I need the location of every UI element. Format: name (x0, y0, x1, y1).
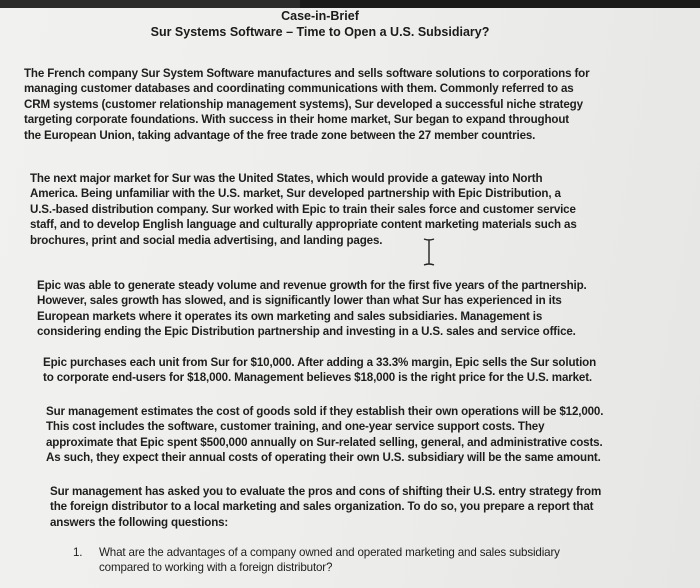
paragraph-epic-growth (37, 278, 587, 340)
text-line: America. Being unfamiliar with the U.S. market, Sur developed partnership with Epic Distribution, a (30, 187, 561, 201)
case-title: Sur Systems Software – Time to Open a U.S. Subsidiary? (150, 25, 490, 39)
text-line: approximate that Epic spent $500,000 annually on Sur-related selling, general, and administrative costs. (46, 435, 603, 449)
paragraph-costs (46, 404, 603, 466)
question-number: 1. (73, 546, 83, 559)
text-line: U.S.-based distribution company. Sur worked with Epic to train their sales force and customer service (30, 202, 576, 216)
text-line: compared to working with a foreign distributor? (99, 561, 333, 575)
text-line: to corporate end-users for $18,000. Management believes $18,000 is the right price for the U.S. market. (43, 371, 592, 385)
text-line: brochures, print and social media advertising, and landing pages. (30, 233, 383, 247)
text-line: Sur management has asked you to evaluate the pros and cons of shifting their U.S. entry strategy from (50, 485, 602, 498)
ibeam-text-cursor-icon (422, 238, 436, 266)
paragraph-company-intro (24, 66, 589, 143)
case-label: Case-in-Brief (281, 9, 359, 23)
text-line: Epic purchases each unit from Sur for $10,000. After adding a 33.3% margin, Epic sells the Sur solution (43, 356, 597, 369)
text-line: This cost includes the software, customer training, and one-year service support costs. They (46, 420, 545, 434)
question-text (99, 545, 560, 576)
text-line: What are the advantages of a company owned and operated marketing and sales subsidiary (99, 546, 560, 559)
text-line: staff, and to develop English language and culturally appropriate content marketing materials such as (30, 218, 577, 232)
text-line: the foreign distributor to a local marketing and sales organization. To do so, you prepare a report that (50, 500, 594, 514)
text-line: The next major market for Sur was the United States, which would provide a gateway into North (30, 172, 543, 185)
text-line: The French company Sur System Software manufactures and sells software solutions to corporations for (24, 67, 590, 80)
text-line: answers the following questions: (50, 515, 229, 529)
text-line: However, sales growth has slowed, and is significantly lower than what Sur has experienced in its (37, 294, 562, 308)
text-line: Epic was able to generate steady volume and revenue growth for the first five years of the partnership. (37, 279, 587, 292)
text-line: As such, they expect their annual costs of operating their own U.S. subsidiary will be the same amount. (46, 451, 601, 465)
text-line: Sur management estimates the cost of goods sold if they establish their own operations will be $12,000. (46, 405, 604, 418)
text-line: considering ending the Epic Distribution partnership and investing in a U.S. sales and service office. (37, 325, 576, 339)
paragraph-assignment (50, 484, 601, 530)
text-line: managing customer databases and coordinating communications with them. Commonly referred to as (24, 82, 574, 96)
text-line: European markets where it operates its own marketing and sales subsidiaries. Management is (37, 309, 543, 323)
text-line: the European Union, taking advantage of the free trade zone between the 27 member countries. (24, 128, 536, 142)
text-line: targeting corporate foundations. With success in their home market, Sur began to expand throughout (24, 113, 569, 127)
paragraph-pricing (43, 355, 596, 386)
text-line: CRM systems (customer relationship management systems), Sur developed a successful niche strategy (24, 97, 583, 111)
paragraph-us-market (30, 171, 577, 248)
